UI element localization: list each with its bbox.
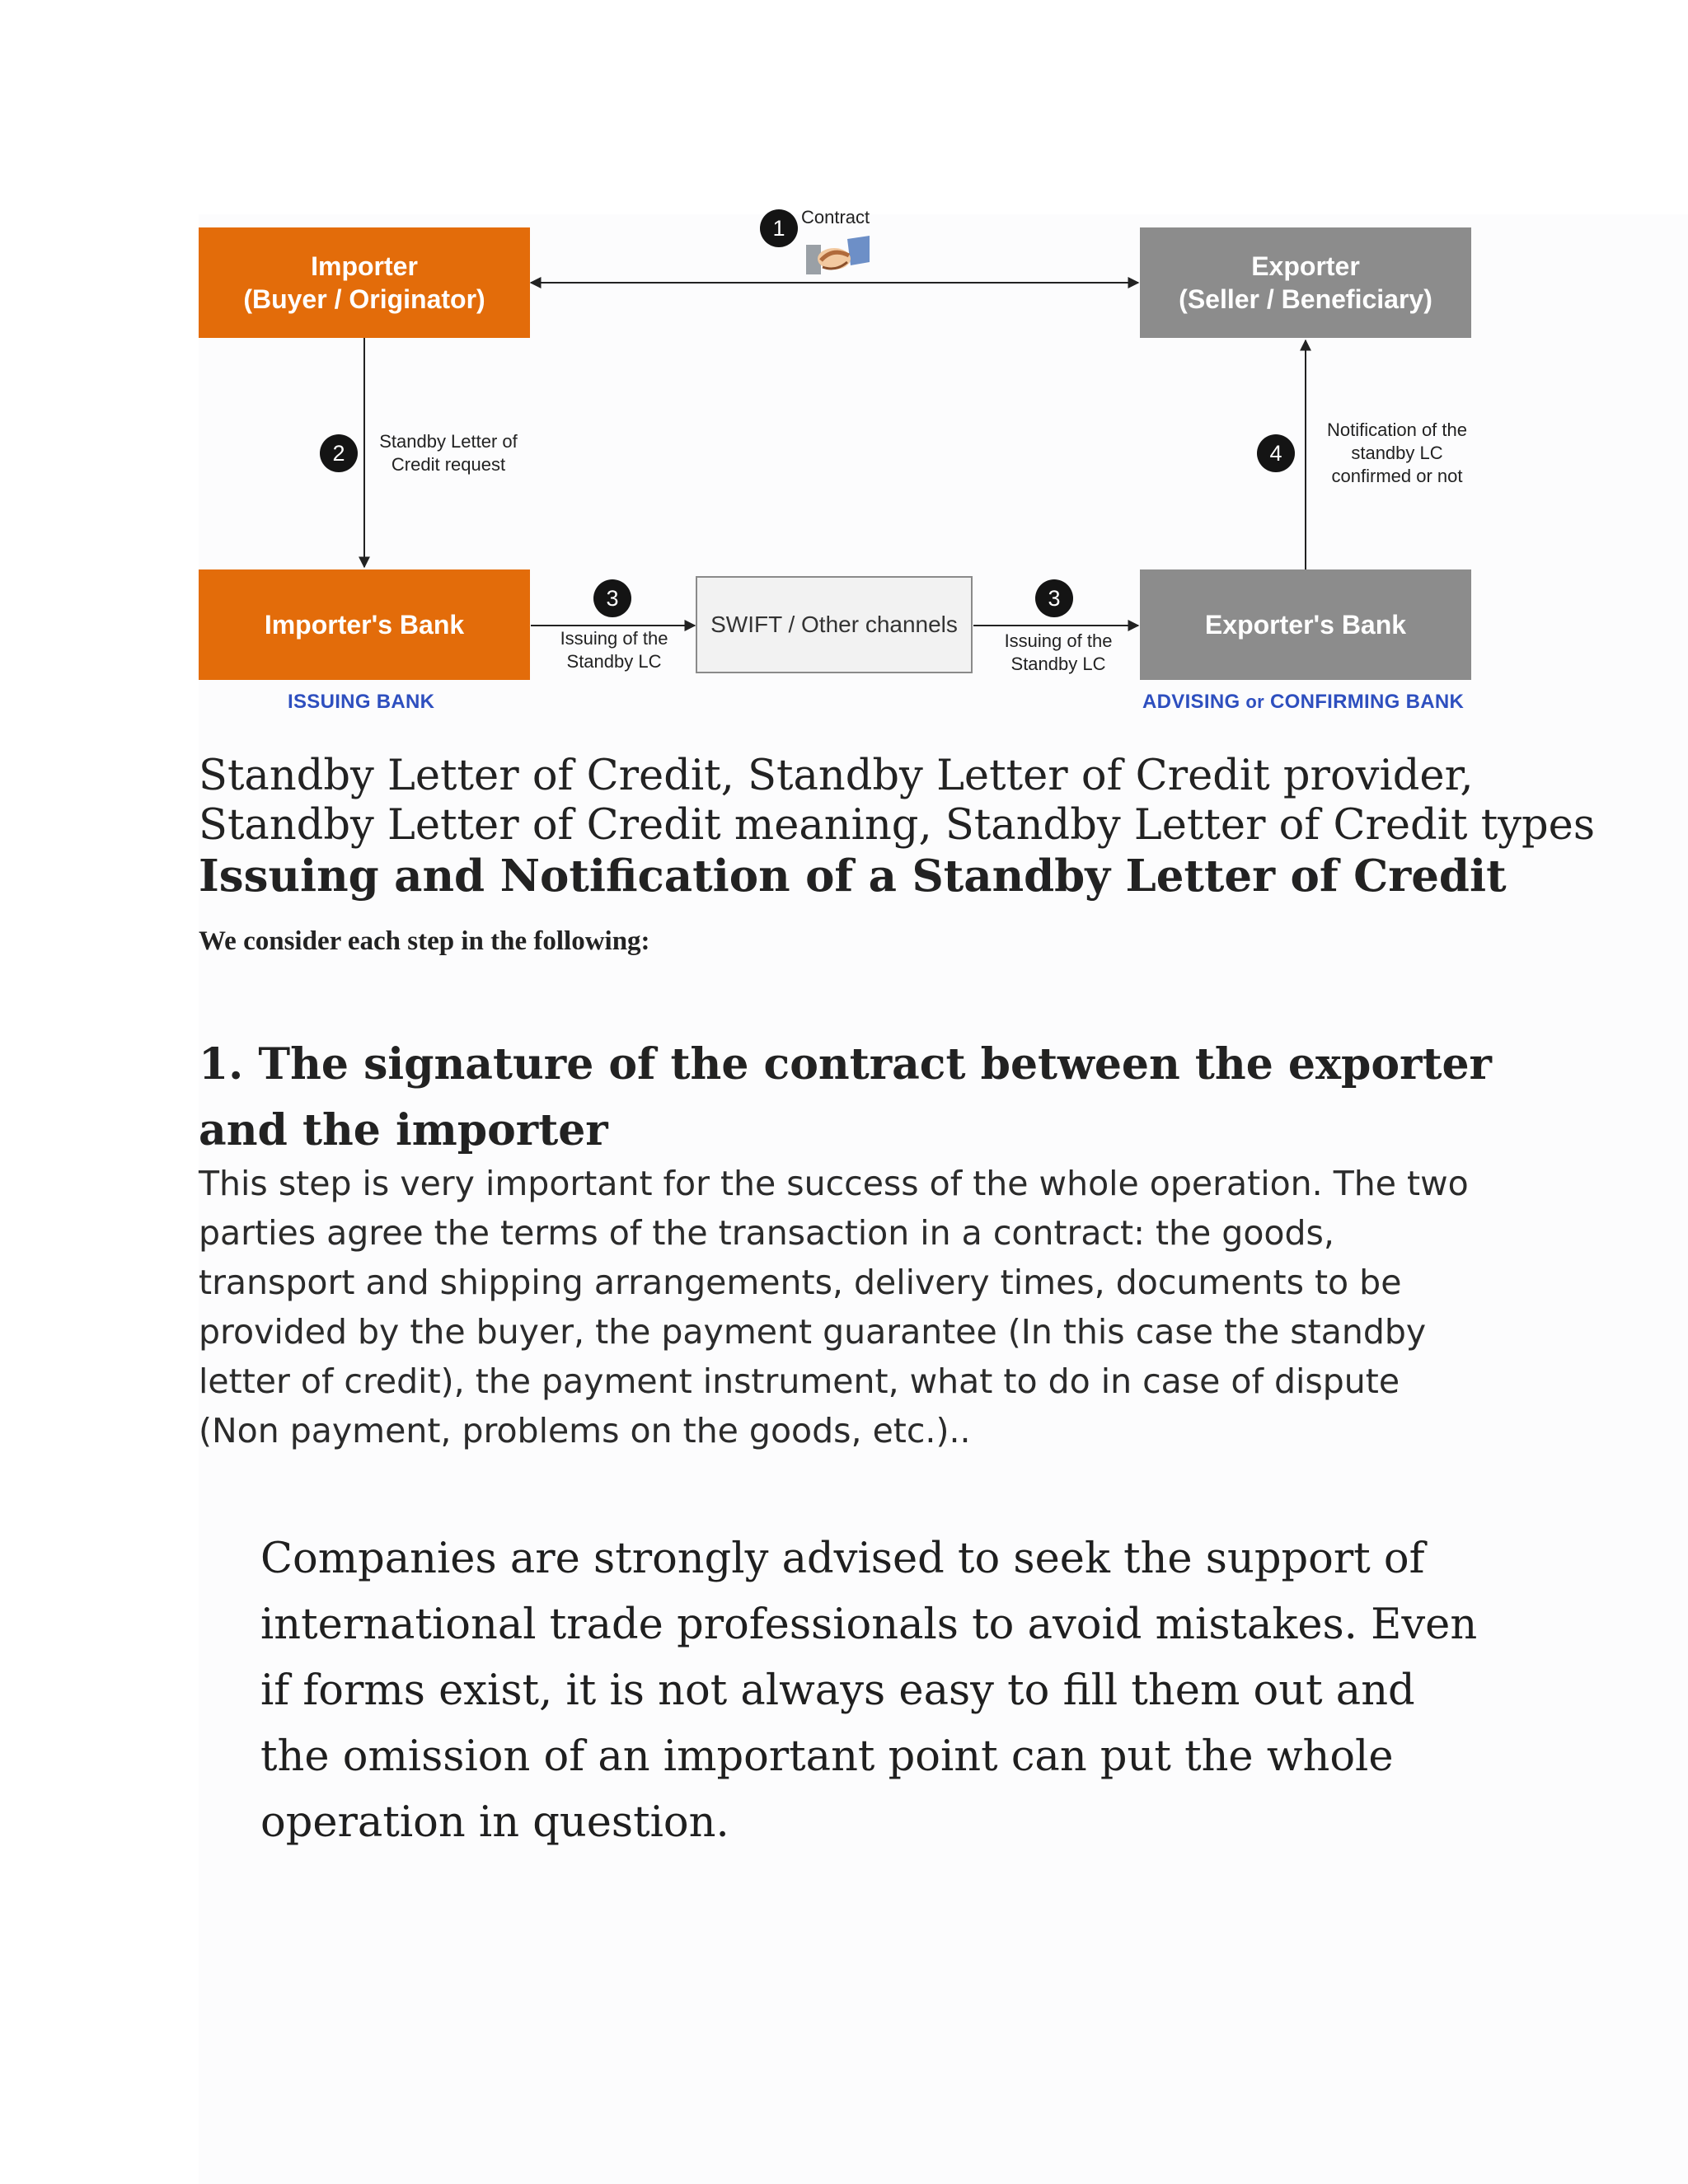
exporter-subtitle: (Seller / Beneficiary) <box>1179 284 1432 314</box>
request-label-line1: Standby Letter of <box>379 431 518 452</box>
importers-bank-box <box>199 569 530 680</box>
issuing-label-left-line2: Standby LC <box>566 651 662 672</box>
swift-label: SWIFT / Other channels <box>710 612 958 637</box>
importer-box <box>199 227 530 338</box>
swift-channels-box <box>696 576 973 673</box>
issuing-label-right <box>989 630 1128 676</box>
advising-bank-caption <box>1142 691 1464 714</box>
notification-label <box>1311 419 1484 488</box>
advising-caption-part3: CONFIRMING BANK <box>1264 691 1465 713</box>
importer-title: Importer <box>311 251 418 281</box>
notification-label-line3: confirmed or not <box>1331 466 1463 486</box>
exporter-title: Exporter <box>1251 251 1360 281</box>
issuing-label-left-line1: Issuing of the <box>560 628 668 649</box>
contract-label: Contract <box>801 207 870 227</box>
issuing-label-right-line2: Standby LC <box>1010 654 1106 674</box>
standby-lc-diagram <box>0 0 1688 742</box>
advising-caption-part1: ADVISING <box>1142 691 1246 713</box>
exporters-bank-title: Exporter's Bank <box>1204 610 1407 640</box>
request-label-line2: Credit request <box>391 454 506 475</box>
request-label <box>366 430 531 476</box>
step-3-badge-left: 3 <box>593 579 631 617</box>
notification-label-line2: standby LC <box>1351 443 1443 463</box>
notification-label-line1: Notification of the <box>1327 419 1467 440</box>
step-1-heading: 1. The signature of the contract between the exporter and the importer <box>199 1039 1492 1155</box>
intro-text: We consider each step in the following: <box>199 926 650 956</box>
issuing-label-right-line1: Issuing of the <box>1004 630 1113 651</box>
handshake-icon <box>806 236 870 274</box>
importers-bank-title: Importer's Bank <box>264 610 465 640</box>
step-4-badge: 4 <box>1257 434 1295 472</box>
image-caption-line2: Standby Letter of Credit meaning, Standby Letter of Credit types <box>199 801 1596 850</box>
page-title: Issuing and Notification of a Standby Letter of Credit <box>199 851 1507 902</box>
image-caption-line1: Standby Letter of Credit, Standby Letter of Credit provider, <box>199 752 1474 800</box>
issuing-label-left <box>546 627 682 673</box>
step-2-badge: 2 <box>320 434 358 472</box>
advice-quote: Companies are strongly advised to seek the support of international trade professionals to avoid mistakes. Even if forms exist, it is not always easy to fill them out and the omission of an important point can put the whole operation in question. <box>260 1535 1478 1847</box>
exporters-bank-box <box>1140 569 1471 680</box>
step-3-badge-right: 3 <box>1035 579 1073 617</box>
advising-caption-or: or <box>1245 691 1264 712</box>
importer-subtitle: (Buyer / Originator) <box>243 284 485 314</box>
exporter-box <box>1140 227 1471 338</box>
step-1-badge: 1 <box>760 209 798 247</box>
issuing-bank-caption: ISSUING BANK <box>288 691 435 713</box>
step-1-body: This step is very important for the success of the whole operation. The two parties agree the terms of the transaction in a contract: the goods, transport and shipping arrangements, delivery times, documents to be provided by the buyer, the payment guarantee (In this case the standby letter of credit), the payment instrument, what to do in case of dispute (Non payment, problems on the goods, etc.).. <box>199 1164 1469 1451</box>
